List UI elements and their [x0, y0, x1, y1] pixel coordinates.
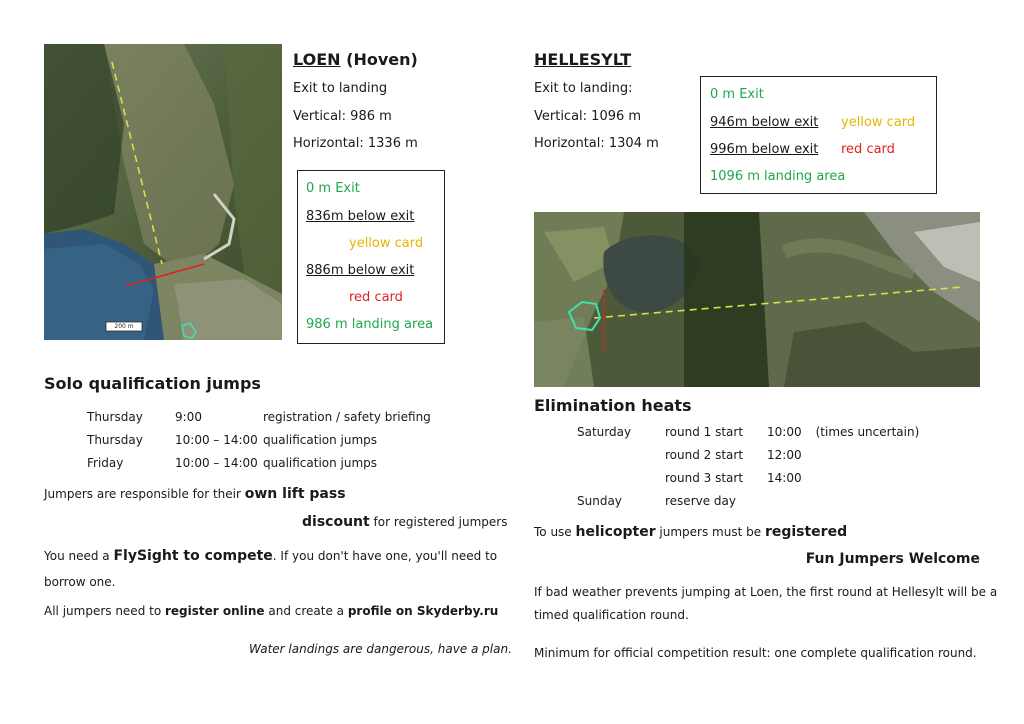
minimum-result-text: Minimum for official competition result: one complete qualification round.: [534, 646, 977, 660]
elim-day: [577, 448, 665, 471]
elim-day: Sunday: [577, 494, 622, 508]
loen-red-card: red card: [349, 290, 403, 305]
hellesylt-red-card: red card: [841, 142, 895, 157]
hellesylt-exit-label: Exit to landing:: [534, 81, 633, 96]
map-scale-label: 200 m: [114, 323, 134, 330]
loen-altitude-box: [297, 170, 445, 344]
loen-vertical: Vertical: 986 m: [293, 109, 392, 124]
loen-title: LOEN (Hoven): [293, 50, 418, 69]
discount-text: discount for registered jumpers: [302, 514, 508, 530]
lift-pass-text: Jumpers are responsible for their own lift pass: [44, 486, 346, 502]
table-row: [87, 410, 431, 433]
elim-note: [802, 494, 920, 517]
elim-time: [767, 494, 802, 517]
elim-day: [577, 471, 665, 494]
loen-exit-label: Exit to landing: [293, 81, 388, 96]
table-row: [87, 433, 431, 456]
elim-time: 10:00: [767, 425, 802, 439]
hellesylt-altitude-box: [700, 76, 937, 194]
loen-satellite-map: [44, 44, 282, 340]
table-row: [577, 471, 919, 494]
sched-day: Friday: [87, 456, 124, 470]
elim-note: [802, 448, 920, 471]
elim-day: Saturday: [577, 425, 632, 439]
loen-landing: 986 m landing area: [306, 317, 434, 332]
hellesylt-red-depth: 996m below exit: [710, 142, 819, 157]
register-text: All jumpers need to register online and create a profile on Skyderby.ru: [44, 604, 499, 618]
table-row: [87, 456, 431, 479]
sched-day: Thursday: [87, 410, 143, 424]
sched-time: 10:00 – 14:00: [175, 456, 258, 470]
elim-title: Elimination heats: [534, 396, 692, 415]
sched-event: qualification jumps: [263, 433, 378, 447]
loen-red-depth: 886m below exit: [306, 263, 415, 278]
weather-text-2: timed qualification round.: [534, 608, 689, 622]
table-row: [577, 448, 919, 471]
hellesylt-horizontal: Horizontal: 1304 m: [534, 136, 659, 151]
weather-text-1: If bad weather prevents jumping at Loen, the first round at Hellesylt will be a: [534, 585, 998, 599]
elim-note: (times uncertain): [815, 425, 920, 439]
elim-time: 12:00: [767, 448, 802, 462]
elim-round: round 1 start: [665, 425, 744, 439]
loen-horizontal: Horizontal: 1336 m: [293, 136, 418, 151]
borrow-text: borrow one.: [44, 575, 116, 589]
water-warning: Water landings are dangerous, have a plan.: [249, 642, 512, 656]
hellesylt-vertical: Vertical: 1096 m: [534, 109, 642, 124]
loen-yellow-depth: 836m below exit: [306, 209, 415, 224]
sched-event: qualification jumps: [263, 456, 378, 470]
hellesylt-exit: 0 m Exit: [710, 87, 764, 102]
sched-time: 9:00: [175, 410, 202, 424]
sched-time: 10:00 – 14:00: [175, 433, 258, 447]
helicopter-text: To use helicopter jumpers must be registered: [534, 524, 848, 540]
elim-round: round 2 start: [665, 448, 744, 462]
solo-schedule-table: [87, 410, 431, 479]
sched-event: registration / safety briefing: [263, 410, 431, 424]
elim-schedule-table: [577, 425, 919, 517]
table-row: [577, 425, 919, 448]
hellesylt-yellow-depth: 946m below exit: [710, 115, 819, 130]
elim-time: 14:00: [767, 471, 802, 485]
hellesylt-title: HELLESYLT: [534, 50, 632, 69]
loen-exit: 0 m Exit: [306, 181, 360, 196]
elim-note: [802, 471, 920, 494]
solo-title: Solo qualification jumps: [44, 374, 261, 393]
loen-yellow-card: yellow card: [349, 236, 424, 251]
table-row: [577, 494, 919, 517]
hellesylt-yellow-card: yellow card: [841, 115, 916, 130]
elim-round: round 3 start: [665, 471, 744, 485]
fun-jumpers-text: Fun Jumpers Welcome: [805, 551, 980, 567]
flysight-text: You need a FlySight to compete. If you don't have one, you'll need to: [44, 548, 498, 564]
elim-round: reserve day: [665, 494, 736, 508]
hellesylt-satellite-map: [534, 212, 980, 387]
sched-day: Thursday: [87, 433, 143, 447]
hellesylt-landing: 1096 m landing area: [710, 169, 846, 184]
